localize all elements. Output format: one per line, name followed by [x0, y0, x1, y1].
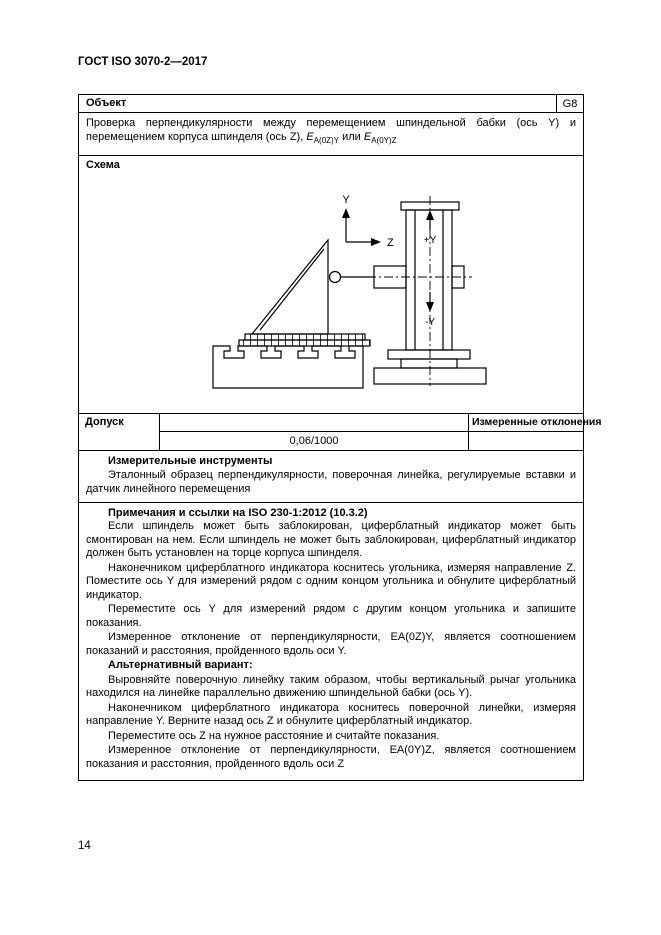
formula-e1-base: E — [306, 130, 314, 143]
instruments-text: Эталонный образец перпендикулярности, поверочная линейка, регулируемые вставки и датчик линейного перемещения — [86, 469, 576, 495]
object-label: Объект — [86, 97, 127, 109]
notes-title: Примечания и ссылки на ISO 230-1:2012 (10.3.2) — [108, 507, 368, 520]
note-paragraph-alternative: Альтернативный вариант: — [108, 659, 253, 672]
note-paragraph: Измеренное отклонение от перпендикулярности, EA(0Z)Y, является соотношением показаний и расстояния, пройденного вдоль оси Y. — [86, 631, 576, 657]
instruments-title: Измерительные инструменты — [108, 455, 273, 468]
instruments-row — [79, 451, 583, 503]
note-paragraph: Если шпиндель может быть заблокирован, циферблатный индикатор может быть смонтирован на нем. Если шпиндель не может быть заблокирован, циферблатный индикатор должен быть установлен на торце корпуса шпинделя. — [86, 520, 576, 560]
tolerance-row — [79, 414, 602, 451]
schema-label: Схема — [86, 159, 120, 172]
document-title: ГОСТ ISO 3070-2—2017 — [78, 56, 208, 68]
note-paragraph: Наконечником циферблатного индикатора коснитесь угольника, измеряя направление Z. Поместите ось Y для измерений рядом с одним концом угольника и обнулите циферблатный индикатор. — [86, 561, 576, 601]
check-code: G8 — [562, 97, 578, 110]
t-slot-table — [213, 346, 363, 388]
minus-y-arrow-icon — [426, 292, 434, 312]
dial-indicator-icon — [330, 272, 341, 283]
support-plates — [239, 334, 370, 346]
z-axis-label: Z — [387, 237, 394, 250]
note-paragraph: Выровняйте поверочную линейку таким образом, чтобы вертикальный рычаг угольника находился на линейке параллельно движению шпиндельной бабки (ось Y). — [86, 673, 576, 700]
note-paragraph: Переместите ось Z на нужное расстояние и считайте показания. — [108, 729, 440, 742]
measured-deviations-cell — [468, 432, 583, 450]
formula-e2-subscript: A(0Y)Z — [371, 135, 397, 145]
description-text: Проверка перпендикулярности между перемещением шпиндельной бабки (ось Y) и перемещением корпуса шпинделя (ось Z), — [86, 117, 576, 143]
measured-deviations-label: Измеренные отклонения — [468, 414, 583, 431]
schema-row — [79, 156, 583, 414]
object-row — [79, 95, 583, 113]
standard-check-table — [78, 94, 602, 781]
check-code-cell — [556, 95, 583, 112]
description-row — [79, 113, 583, 156]
plus-y-arrow-icon — [426, 210, 434, 230]
square-gauge — [252, 240, 328, 334]
spindle — [341, 266, 472, 288]
formula-e2-base: E — [363, 130, 372, 143]
tolerance-spacer — [160, 414, 468, 431]
formula-e1-subscript: A(0Z)Y — [313, 135, 340, 145]
page-number: 14 — [78, 840, 91, 852]
y-axis-label: Y — [342, 194, 350, 207]
minus-y-label: -Y — [425, 317, 435, 329]
description-or: или — [339, 130, 364, 143]
tolerance-value: 0,06/1000 — [289, 435, 339, 448]
plus-y-label: +Y — [423, 235, 437, 247]
note-paragraph: Переместите ось Y для измерений рядом с другим концом угольника и запишите показания. — [86, 603, 576, 629]
coordinate-axes-icon — [342, 208, 381, 246]
tolerance-cells — [160, 414, 602, 450]
note-paragraph: Измеренное отклонение от перпендикулярности, EA(0Y)Z, является соотношением показания и расстояния, пройденного вдоль оси Z — [86, 744, 576, 770]
tolerance-label: Допуск — [79, 414, 160, 450]
notes-row — [79, 503, 583, 780]
machine-diagram — [79, 172, 585, 412]
note-paragraph: Наконечником циферблатного индикатора коснитесь поверочной линейки, измеряя направление Y. Верните назад ось Z и обнулите циферблатный индикатор. — [86, 701, 576, 728]
